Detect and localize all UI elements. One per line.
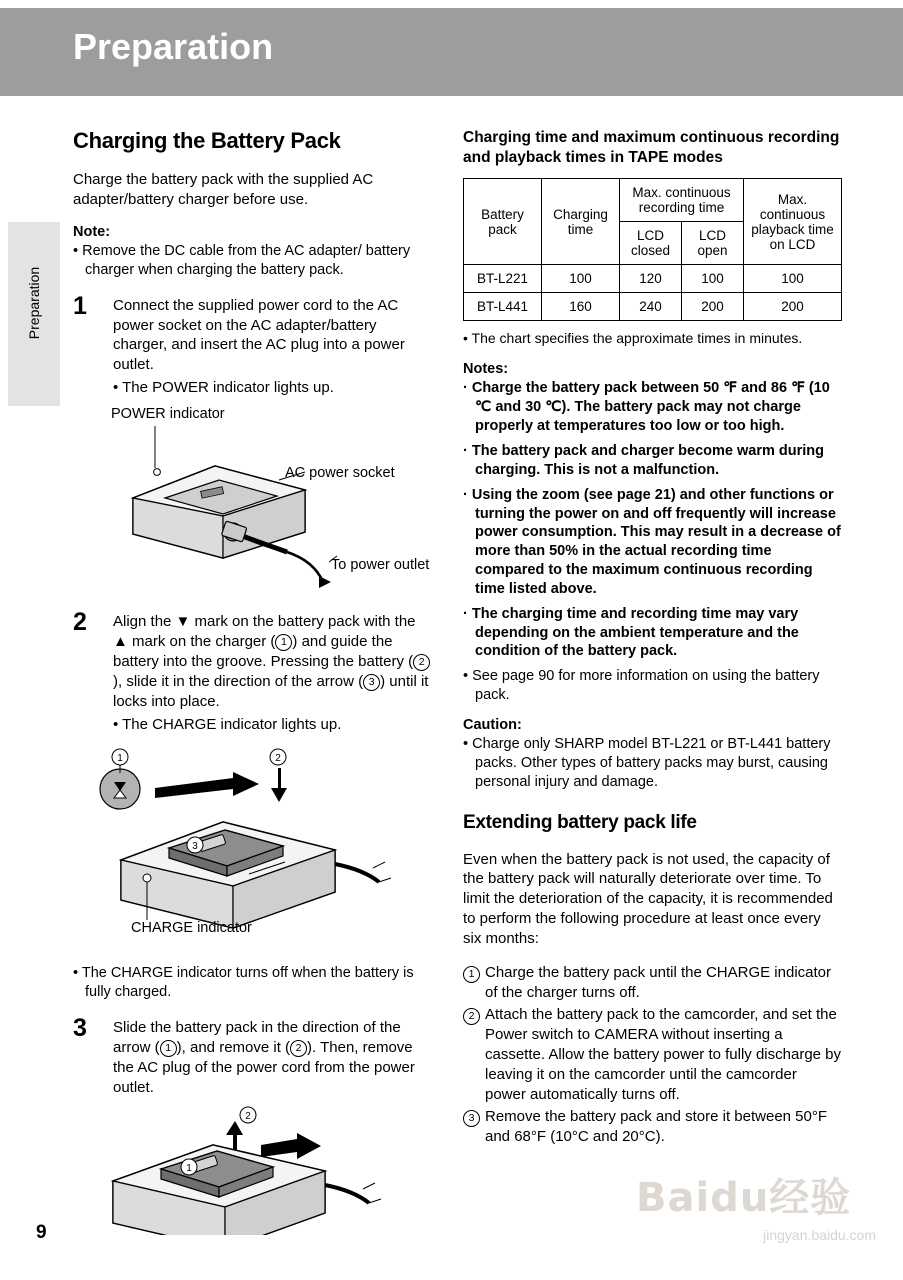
figure-ac-adapter — [73, 406, 433, 596]
extend-item-3 — [463, 1107, 841, 1147]
step-2-text — [113, 612, 433, 712]
right-column — [463, 128, 841, 1149]
step-1 — [73, 291, 433, 398]
step-3-text-a: Slide the battery pack in the direction of the arrow ( — [113, 1018, 401, 1056]
watermark — [636, 1166, 876, 1242]
charge-indicator-note: • The CHARGE indicator turns off when the battery is fully charged. — [73, 965, 414, 1000]
circled-2: 2 — [413, 654, 430, 671]
cell-battery-0: BT-L221 — [464, 265, 542, 293]
cell-battery-1: BT-L441 — [464, 293, 542, 321]
header-max-playback: Max. continuous playback time on LCD — [744, 179, 842, 265]
step-3-text — [113, 1018, 433, 1098]
watermark-sub: jingyan.baidu.com — [763, 1227, 876, 1243]
cell-lcdopen-0: 100 — [682, 265, 744, 293]
cell-playback-0: 100 — [744, 265, 842, 293]
header-lcd-closed: LCD closed — [620, 222, 682, 265]
extend-item-2 — [463, 1005, 841, 1105]
cell-charging-1: 160 — [542, 293, 620, 321]
note-item-2: · The battery pack and charger become warm during charging. This is not a malfunction. — [463, 443, 824, 478]
step-1-text: Connect the supplied power cord to the AC power socket on the AC adapter/battery charger, and insert the AC plug into a power outlet. — [113, 296, 405, 374]
extend-item-2-text: Attach the battery pack to the camcorder, and set the Power switch to CAMERA without inserting a cassette. Allow the battery power to fully discharge by leaving it on the camcorder until the camcorder power automatically turns off. — [485, 1006, 842, 1103]
note-label: Note: — [73, 223, 111, 240]
step-3-number: 3 — [73, 1013, 87, 1042]
table-row — [464, 293, 842, 321]
step-3 — [73, 1013, 433, 1098]
step-2-sub: • The CHARGE indicator lights up. — [113, 715, 342, 733]
circled-3: 3 — [363, 674, 380, 691]
header-lcd-open: LCD open — [682, 222, 744, 265]
step-2-text-c: ), slide it in the direction of the arrow ( — [113, 672, 364, 690]
battery-remove-illustration — [73, 1105, 433, 1235]
step-2 — [73, 607, 433, 734]
circled-1: 1 — [275, 634, 292, 651]
caution-text: • Charge only SHARP model BT-L221 or BT-L441 battery packs. Other types of battery packs may burst, causing personal injury and damage. — [463, 735, 831, 790]
circled-1: 1 — [463, 966, 480, 983]
circled-1: 1 — [160, 1040, 177, 1057]
step-1-sub: • The POWER indicator lights up. — [113, 379, 334, 397]
cell-playback-1: 200 — [744, 293, 842, 321]
svg-text:1: 1 — [117, 753, 123, 764]
page-title: Preparation — [73, 26, 274, 67]
note-item-4: · The charging time and recording time may vary depending on the ambient temperature and the condition of the battery pack. — [463, 605, 799, 660]
label-to-power-outlet: To power outlet — [331, 556, 430, 573]
note-item-1: · Charge the battery pack between 50 ℉ and 86 ℉ (10 ℃ and 30 ℃). The battery pack may not charge properly at temperatures too low or too high. — [463, 380, 830, 435]
step-3-text-c: ). Then, remove the AC plug of the power cord from the power outlet. — [113, 1038, 415, 1096]
side-tab-label: Preparation — [26, 266, 42, 340]
cell-lcdopen-1: 200 — [682, 293, 744, 321]
cell-charging-0: 100 — [542, 265, 620, 293]
section-title-charging: Charging the Battery Pack — [73, 128, 341, 153]
step-2-text-b: ) and guide the battery into the groove. Pressing the battery ( — [113, 632, 414, 670]
label-power-indicator: POWER indicator — [111, 405, 225, 422]
step-3-text-b: ), and remove it ( — [176, 1038, 291, 1056]
step-2-number: 2 — [73, 607, 87, 636]
note-item-3: · Using the zoom (see page 21) and other functions or turning the power on and off frequently will increase power consumption. This may result in a decrease of more than 50% in the actual recording time compared to the maximum continuous recording time listed above. — [463, 486, 841, 597]
section-title-extending: Extending battery pack life — [463, 811, 697, 833]
watermark-main: Baidu经验 — [636, 1175, 852, 1221]
side-tab — [8, 222, 60, 406]
cell-lcdclosed-1: 240 — [620, 293, 682, 321]
chart-note: • The chart specifies the approximate times in minutes. — [463, 330, 803, 347]
battery-insert-illustration — [73, 742, 433, 942]
step-2-text-a: Align the ▼ mark on the battery pack with the ▲ mark on the charger ( — [113, 612, 416, 650]
note-bullet: • Remove the DC cable from the AC adapter/ battery charger when charging the battery pack. — [73, 242, 411, 278]
extend-item-3-text: Remove the battery pack and store it between 50°F and 68°F (10°C and 20°C). — [485, 1107, 828, 1145]
svg-text:1: 1 — [186, 1163, 192, 1175]
charging-time-table — [463, 178, 842, 321]
extend-item-1-text: Charge the battery pack until the CHARGE indicator of the charger turns off. — [485, 964, 832, 1002]
figure-battery-remove — [73, 1105, 433, 1235]
note-see-page-90: • See page 90 for more information on using the battery pack. — [463, 668, 820, 704]
left-column — [73, 128, 433, 1241]
header-charging-time: Charging time — [542, 179, 620, 265]
extend-item-1 — [463, 963, 841, 1003]
table-title: Charging time and maximum continuous recording and playback times in TAPE modes — [463, 129, 840, 167]
circled-2: 2 — [290, 1040, 307, 1057]
label-ac-power-socket: AC power socket — [285, 464, 395, 481]
cell-lcdclosed-0: 120 — [620, 265, 682, 293]
table-header-row-1 — [464, 179, 842, 222]
intro-paragraph: Charge the battery pack with the supplied AC adapter/battery charger before use. — [73, 171, 374, 208]
circled-3: 3 — [463, 1110, 480, 1127]
step-2-text-d: ) until it locks into place. — [113, 672, 429, 710]
page-number: 9 — [36, 1222, 47, 1243]
header-max-recording: Max. continuous recording time — [620, 179, 744, 222]
svg-text:2: 2 — [245, 1111, 251, 1123]
caution-label: Caution: — [463, 716, 522, 733]
header-battery-pack: Battery pack — [464, 179, 542, 265]
extend-intro: Even when the battery pack is not used, the capacity of the battery pack will naturally deteriorate over time. To limit the deterioration of the capacity, it is recommended to perform the following procedure at least once every six months: — [463, 850, 833, 948]
svg-text:2: 2 — [275, 753, 281, 764]
circled-2: 2 — [463, 1008, 480, 1025]
svg-text:3: 3 — [192, 841, 198, 852]
notes-label: Notes: — [463, 361, 509, 378]
table-row — [464, 265, 842, 293]
charge-indicator-caption: CHARGE indicator — [131, 920, 252, 936]
step-1-number: 1 — [73, 291, 87, 320]
figure-battery-insert — [73, 742, 433, 952]
